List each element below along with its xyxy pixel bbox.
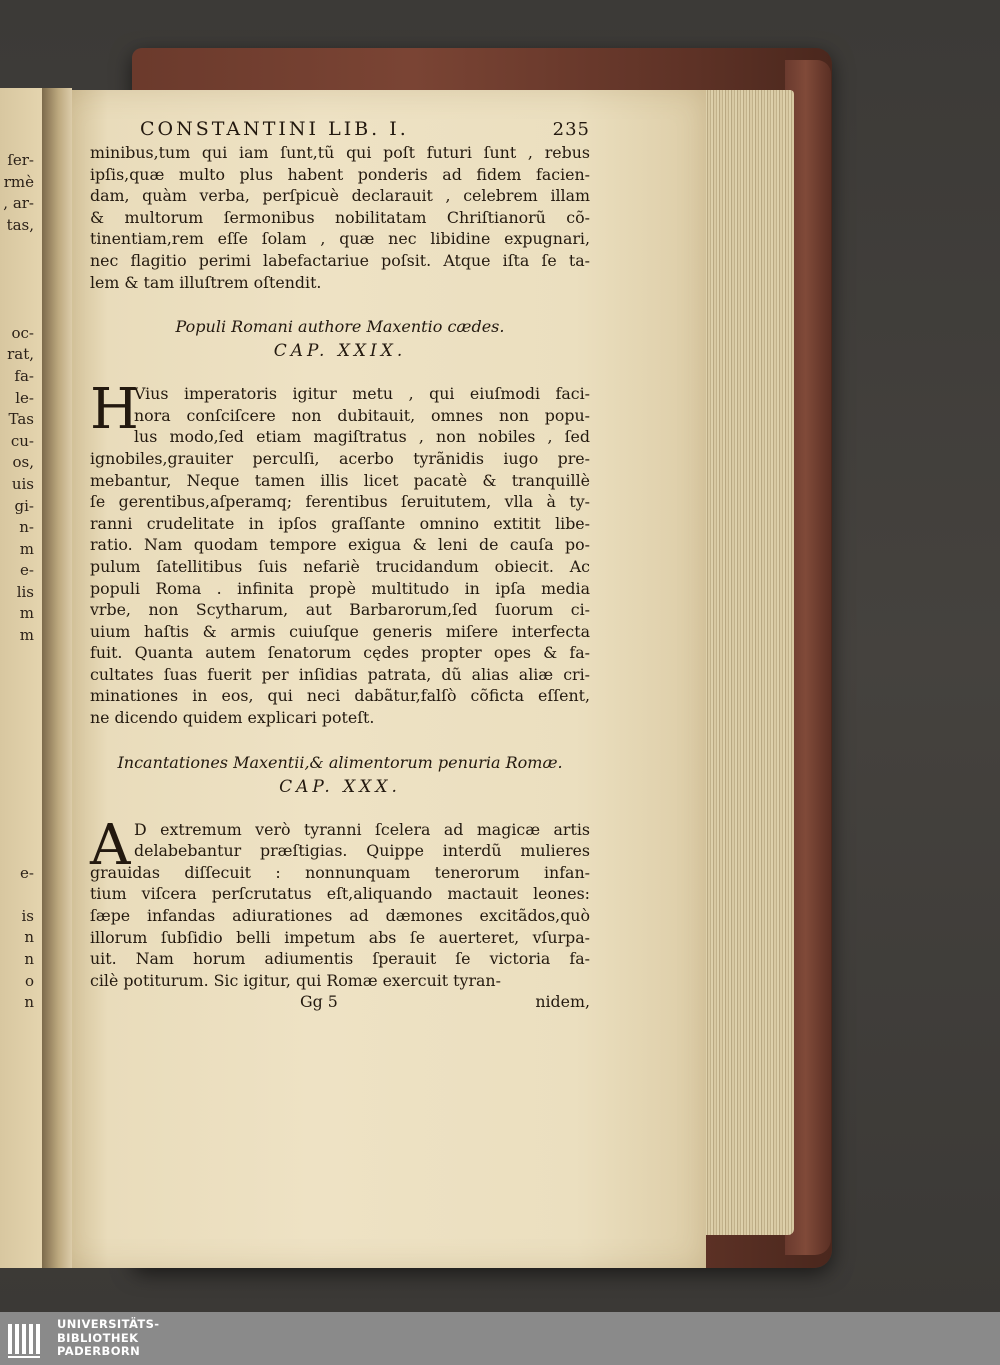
signature-mark: Gg 5 xyxy=(300,992,338,1012)
left-page-fragment: tas, xyxy=(6,215,34,234)
text-line: nec flagitio perimi labefactariue poſsit. Atque iſta ſe ta- xyxy=(90,250,590,270)
left-page-fragment xyxy=(0,884,34,906)
text-line: pulum ſatellitibus ſuis nefariè trucidandum obiecit. Ac xyxy=(90,556,590,576)
left-page-fragment: cu- xyxy=(10,431,34,450)
left-page-fragment: le- xyxy=(15,388,34,407)
text-line: tium viſcera perſcrutatus eſt,aliquando mactauit leones: xyxy=(90,884,590,904)
left-page-fragment xyxy=(0,798,34,820)
catchword: nidem, xyxy=(535,992,590,1012)
page-footer xyxy=(90,991,590,1013)
left-page-fragment: fa- xyxy=(14,366,34,385)
library-name-line-2: BIBLIOTHEK xyxy=(57,1330,139,1345)
library-name xyxy=(57,1318,159,1359)
text-line: Vius imperatoris igitur metu , qui eiuſmodi faci- xyxy=(134,384,590,404)
intro-paragraph xyxy=(90,142,590,293)
page-number: 235 xyxy=(552,119,590,140)
text-line: tinentiam,rem eſſe ſolam , quæ nec libidine expugnari, xyxy=(90,229,590,249)
text-line: ne dicendo quidem explicari poteſt. xyxy=(90,708,375,728)
chapter-29-number: CAP. XXIX. xyxy=(273,341,407,362)
chapter-30-body xyxy=(90,812,590,992)
text-line: mebantur, Neque tamen illis licet pacatè & tranquillè xyxy=(90,470,590,490)
left-page-fragment xyxy=(0,755,34,777)
text-line: minationes in eos, qui neci dabãtur,falſò cõficta eſſent, xyxy=(90,686,590,706)
text-line: D extremum verò tyranni ſcelera ad magicæ artis xyxy=(134,819,590,839)
text-line: vrbe, non Scytharum, aut Barbarorum,ſed ſuorum ci- xyxy=(90,600,590,620)
library-name-line-3: PADERBORN xyxy=(57,1344,141,1358)
left-page-fragment: uis xyxy=(11,474,34,493)
left-page-fragment xyxy=(0,301,34,323)
page-text xyxy=(90,118,590,1013)
left-page-fragment xyxy=(0,711,34,733)
dropcap-h: H xyxy=(90,377,139,443)
text-line: ranni crudelitate in ipſos graſſante omnino extitit libe- xyxy=(90,513,590,533)
text-line: ſe gerentibus,aſperamq; ferentibus ſeruitutem, vlla à ty- xyxy=(90,492,590,512)
left-page-fragment: is xyxy=(21,906,34,925)
left-page-fragment: m xyxy=(19,626,34,645)
text-line: ratio. Nam quodam tempore exigua & leni de cauſa po- xyxy=(90,535,590,555)
left-page-fragment: rmè xyxy=(3,172,34,191)
left-page-fragment xyxy=(0,690,34,712)
left-page-fragment: lis xyxy=(16,582,34,601)
text-line: cilè potiturum. Sic igitur, qui Romæ exercuit tyran- xyxy=(90,970,501,990)
left-page-fragment: m xyxy=(19,539,34,558)
text-line: populi Roma . infinita propè multitudo in ipſa media xyxy=(90,578,590,598)
text-line: minibus,tum qui iam ſunt,tũ qui poſt futuri ſunt , rebus xyxy=(90,143,590,162)
left-page-fragment: o xyxy=(24,971,34,990)
text-line: illorum ſubſidio belli impetum abs ſe auerteret, vſurpa- xyxy=(90,927,590,947)
left-page-fragment: os, xyxy=(12,453,34,472)
left-page-fragment: n xyxy=(24,993,34,1012)
text-line: uit. Nam horum adiumentis ſperauit ſe victoria fa- xyxy=(90,949,590,969)
chapter-29-title: Populi Romani authore Maxentio cædes. xyxy=(175,317,505,337)
text-line: ſæpe infandas adiurationes ad dæmones excitãdos,quò xyxy=(90,906,590,926)
left-page-fragment xyxy=(0,280,34,302)
left-page-fragment: e- xyxy=(20,561,34,580)
left-page-fragment: , ar- xyxy=(3,194,34,213)
text-line: ignobiles,grauiter perculſi, acerbo tyrãnidis iugo pre- xyxy=(90,448,590,468)
chapter-30-title: Incantationes Maxentii,& alimentorum penuria Romæ. xyxy=(117,752,563,772)
chapter-29-heading xyxy=(90,315,590,363)
text-line: lus modo,ſed etiam magiſtratus , non nobiles , ſed xyxy=(134,427,590,447)
text-line: cultates ſuas fuerit per inſidias patrata, dũ alias aliæ cri- xyxy=(90,664,590,684)
text-line: fuit. Quanta autem ſenatorum cędes propter opes & fa- xyxy=(90,643,590,663)
chapter-30-number: CAP. XXX. xyxy=(279,776,401,797)
left-page-fragment xyxy=(0,819,34,841)
left-page-fragment: gi- xyxy=(14,496,34,515)
left-page-fragment: Tas xyxy=(8,410,34,429)
chapter-29-body xyxy=(90,377,590,729)
running-head xyxy=(140,118,590,140)
book-gutter xyxy=(42,88,72,1268)
left-page-fragment: rat, xyxy=(7,345,34,364)
left-page-fragment xyxy=(0,647,34,669)
text-line: nora conſciſcere non dubitauit, omnes non popu- xyxy=(134,405,590,425)
left-page-fragment xyxy=(0,236,34,258)
watermark-bar xyxy=(0,1312,1000,1365)
dropcap-a: A xyxy=(90,812,131,878)
left-page-fragment xyxy=(0,668,34,690)
text-line: dam, quàm verba, perſpicuè declarauit , celebrem illam xyxy=(90,186,590,206)
left-page-fragment xyxy=(0,841,34,863)
text-line: delabebantur præſtigias. Quippe interdũ mulieres xyxy=(134,841,590,861)
library-logo-icon xyxy=(8,1320,48,1358)
text-line: ipſis,quæ multo plus habent ponderis ad fidem facien- xyxy=(90,164,590,184)
text-line: uium haſtis & armis cuiuſque generis miſere interfecta xyxy=(90,621,590,641)
text-line: lem & tam illuſtrem oſtendit. xyxy=(90,272,322,292)
left-page-fragment xyxy=(0,258,34,280)
left-page-fragment: m xyxy=(19,604,34,623)
text-line: grauidas diſſecuit : nonnunquam tenerorum infan- xyxy=(90,862,590,882)
left-page-fragment: n- xyxy=(19,518,34,537)
library-name-line-1: UNIVERSITÄTS- xyxy=(57,1317,160,1331)
left-page-fragment: e- xyxy=(20,863,34,882)
left-page-fragment: n xyxy=(24,928,34,947)
chapter-30-heading xyxy=(90,751,590,799)
left-page-fragment xyxy=(0,776,34,798)
text-line: & multorum ſermonibus nobilitatam Chriſtianorũ cõ- xyxy=(90,207,590,227)
running-head-title: CONSTANTINI LIB. I. xyxy=(140,118,409,140)
left-page-fragment: oc- xyxy=(11,323,34,342)
left-page-fragment xyxy=(0,733,34,755)
left-page-fragment: ſer- xyxy=(7,151,34,169)
left-page-fragment: n xyxy=(24,949,34,968)
